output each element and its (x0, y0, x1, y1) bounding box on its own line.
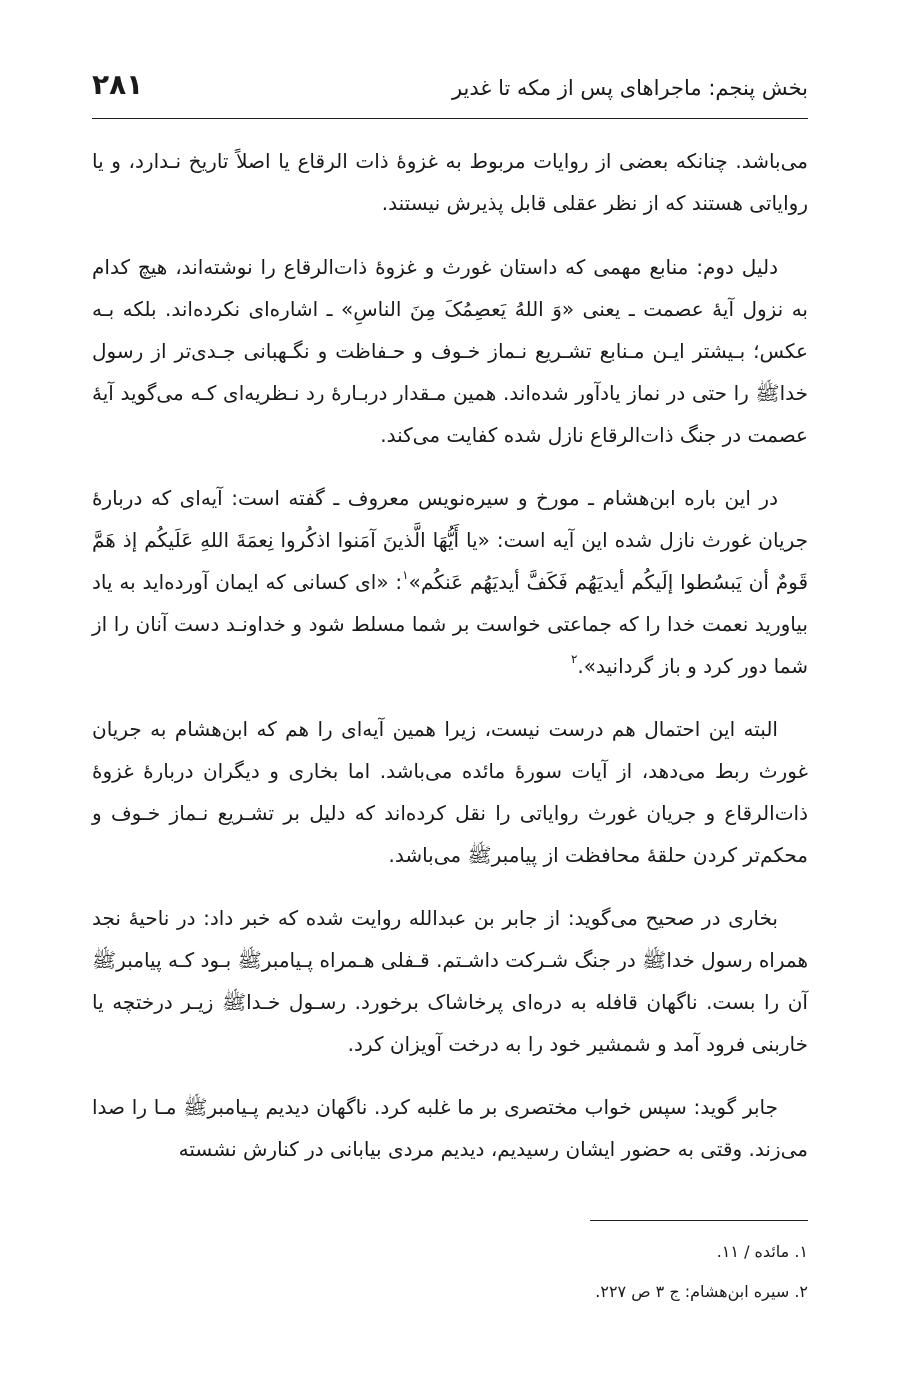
running-title: بخش پنجم: ماجراهای پس از مکه تا غدیر (451, 76, 808, 100)
main-text (92, 140, 808, 1191)
paragraph-1: می‌باشد. چنانکه بعضی از روایات مربوط به غزوۀ ذات الرقاع یا اصلاً تاریخ نـدارد، و یا روایاتی هستند که از نظر عقلی قابل پذیرش نیستند. (92, 149, 808, 215)
paragraph-3 (92, 477, 808, 687)
paragraph-3-quote: در این باره ابن‌هشام ـ مورخ و سیره‌نویس معروف ـ گفته است: آیه‌ای که دربارۀ جریان غورث نازل شده این آیه است: «یا أَیُّهَا الَّذینَ آمَنوا اذکُروا نِعمَةَ اللهِ عَلَیکُم إذ هَمَّ قَومٌ أن یَبسُطوا إلَیکُم أیدیَهُم فَکَفَّ أیدیَهُم عَنکُم» (92, 486, 809, 594)
page-number: ۲۸۱ (92, 68, 144, 101)
paragraph-3-translation: : «ای کسانی که ایمان آورده‌اید به یاد بیاورید نعمت خدا را که جماعتی خواست بر شما مسلط شود و خداونـد دست آنان را از شما دور کرد و باز گردانید». (92, 570, 808, 678)
page-header (92, 66, 808, 118)
paragraph-2: دلیل دوم: منابع مهمی که داستان غورث و غزوۀ ذات‌الرقاع را نوشته‌اند، هیچ کدام به نزول آیۀ عصمت ـ یعنی «وَ اللهُ یَعصِمُکَ مِنَ الناسِ» ـ اشاره‌ای نکرده‌اند. بلکه بـه عکس؛ بـیشتر ایـن مـنابع تشـریع نـماز خـوف و حـفاظت و نگـهبانی جـدی‌تر از رسول خداﷺ را حتی در نماز یادآور شده‌اند. همین مـقدار دربـارۀ رد نـظریه‌ای کـه می‌گوید آیۀ عصمت در جنگ ذات‌الرقاع نازل شده کفایت می‌کند. (92, 255, 808, 447)
footnote-1: ۱. مائده / ۱۱. (716, 1242, 808, 1261)
footnote-ref-1[interactable]: ۱ (402, 568, 409, 582)
footnote-2: ۲. سیره ابن‌هشام: ج ۳ ص ۲۲۷. (595, 1282, 808, 1301)
footnote-divider (590, 1220, 808, 1221)
paragraph-6: جابر گوید: سپس خواب مختصری بر ما غلبه کرد. ناگهان دیدیم پـیامبرﷺ مـا را صدا می‌زند. وقتی به حضور ایشان رسیدیم، دیدیم مردی بیابانی در کنارش نشسته (92, 1095, 808, 1161)
paragraph-5: بخاری در صحیح می‌گوید: از جابر بن عبدالله روایت شده که خبر داد: در ناحیۀ نجد همراه رسول خداﷺ در جنگ شـرکت داشـتم. قـفلی هـمراه پـیامبرﷺ بـود کـه پیامبرﷺ آن را بست. ناگهان قافله به دره‌ای پرخاشاک برخورد. رسـول خـداﷺ زیـر درختچه یا خاربنی فرود آمد و شمشیر خود را به درخت آویزان کرد. (92, 906, 808, 1056)
paragraph-4: البته این احتمال هم درست نیست، زیرا همین آیه‌ای را هم که ابن‌هشام به جریان غورث ربط می‌دهد، از آیات سورۀ مائده می‌باشد. اما بخاری و دیگران دربارۀ غزوۀ ذات‌الرقاع و جریان غورث روایاتی را نقل کرده‌اند که دلیل بر تشـریع نـماز خـوف و محکم‌تر کردن حلقۀ محافظت از پیامبرﷺ می‌باشد. (92, 717, 808, 867)
footnotes (92, 1232, 808, 1312)
header-divider (92, 118, 808, 119)
footnote-ref-2[interactable]: ۲ (570, 652, 578, 666)
